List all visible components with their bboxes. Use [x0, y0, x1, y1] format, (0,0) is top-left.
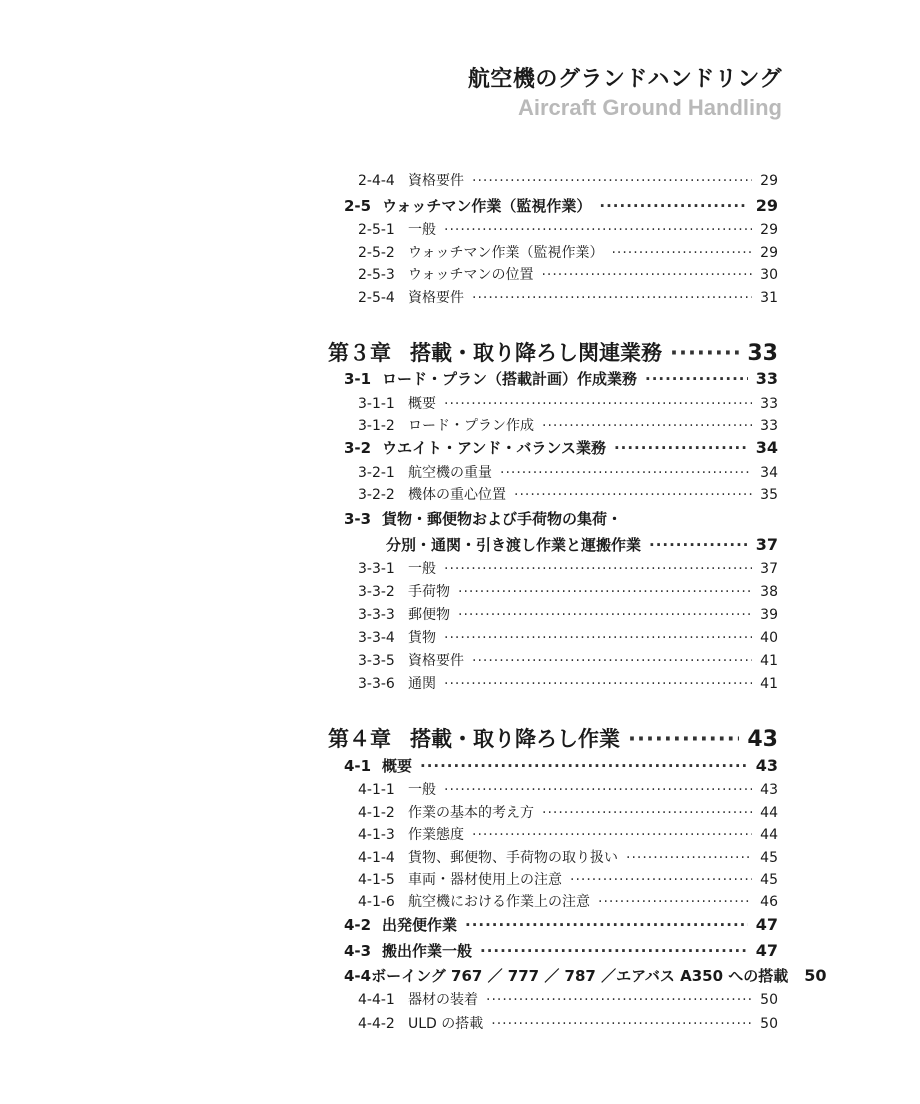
- toc-section-entry[interactable]: [344, 437, 778, 458]
- toc-entry-number: 2-5-4: [358, 290, 395, 306]
- toc-section-entry[interactable]: [344, 914, 778, 935]
- toc-entry-page-number: 37: [760, 561, 778, 577]
- dot-leader: [649, 536, 748, 554]
- toc-chapter-entry[interactable]: [328, 337, 778, 367]
- dot-leader: [472, 827, 752, 843]
- toc-entry-number: 4-1-1: [358, 782, 395, 798]
- toc-entry-title: ウォッチマンの位置: [408, 267, 534, 283]
- toc-entry-title: 一般: [408, 782, 436, 798]
- toc-entry-page-number: 50: [804, 966, 827, 985]
- toc-entry-page-number: 31: [760, 290, 778, 306]
- toc-section-entry[interactable]: [344, 508, 778, 529]
- toc-entry-title: 通関: [408, 676, 436, 692]
- toc-entry-title: 手荷物: [408, 584, 450, 600]
- dot-leader: [420, 757, 748, 775]
- toc-entry-number: 3-3-2: [358, 584, 395, 600]
- toc-entry-title: 郵便物: [408, 607, 450, 623]
- toc-entry-number: 3-2: [344, 439, 372, 457]
- toc-entry-page-number: 50: [760, 992, 778, 1008]
- dot-leader: [444, 676, 752, 692]
- toc-entry-page-number: 34: [755, 438, 778, 457]
- toc-entry-page-number: 33: [755, 369, 778, 388]
- toc-entry-title: 出発便作業: [382, 916, 458, 934]
- toc-entry-page-number: 46: [760, 894, 778, 910]
- toc-subsection-entry[interactable]: [358, 604, 778, 624]
- toc-entry-number: 4-3: [344, 942, 372, 960]
- toc-entry-number: 3-3-1: [358, 561, 395, 577]
- toc-entry-number: 3-3: [344, 510, 372, 528]
- toc-subsection-entry[interactable]: [358, 824, 778, 844]
- toc-entry-title: 搬出作業一般: [382, 942, 473, 960]
- toc-entry-number: 3-1-1: [358, 396, 395, 412]
- toc-subsection-entry[interactable]: [358, 558, 778, 578]
- toc-section-entry-continuation[interactable]: [386, 534, 778, 555]
- dot-leader: [486, 992, 752, 1008]
- toc-entry-title: ULD の搭載: [408, 1016, 484, 1032]
- toc-subsection-entry[interactable]: [358, 627, 778, 647]
- toc-entry-title: ロード・プラン（搭載計画）作成業務: [382, 370, 638, 388]
- dot-leader: [611, 245, 752, 261]
- toc-entry-number: 4-1: [344, 757, 372, 775]
- toc-subsection-entry[interactable]: [358, 219, 778, 239]
- toc-entry-title: 一般: [408, 561, 436, 577]
- toc-entry-number: 3-3-6: [358, 676, 395, 692]
- dot-leader: [444, 561, 752, 577]
- toc-entry-page-number: 38: [760, 584, 778, 600]
- toc-entry-title: 搭載・取り降ろし関連業務: [410, 341, 662, 365]
- dot-leader: [670, 341, 739, 365]
- toc-subsection-entry[interactable]: [358, 170, 778, 190]
- toc-entry-title: 航空機における作業上の注意: [408, 894, 590, 910]
- toc-chapter-entry[interactable]: [328, 723, 778, 753]
- toc-entry-title: 貨物、郵便物、手荷物の取り扱い: [408, 850, 618, 866]
- toc-subsection-entry[interactable]: [358, 650, 778, 670]
- toc-entry-page-number: 35: [760, 487, 778, 503]
- toc-entry-number: 2-5-3: [358, 267, 395, 283]
- dot-leader: [628, 727, 739, 751]
- toc-entry-title: 概要: [382, 757, 413, 775]
- dot-leader: [444, 782, 752, 798]
- dot-leader: [514, 487, 752, 503]
- toc-entry-number: 3-2-2: [358, 487, 395, 503]
- dot-leader: [570, 872, 752, 888]
- toc-entry-number: 3-3-5: [358, 653, 395, 669]
- toc-subsection-entry[interactable]: [358, 393, 778, 413]
- dot-leader: [598, 894, 752, 910]
- toc-entry-page-number: 41: [760, 676, 778, 692]
- toc-entry-page-number: 45: [760, 872, 778, 888]
- toc-entry-page-number: 43: [747, 727, 778, 752]
- toc-entry-number: 4-1-3: [358, 827, 395, 843]
- dot-leader: [458, 584, 752, 600]
- toc-entry-page-number: 47: [755, 915, 778, 934]
- toc-entry-title: 一般: [408, 222, 436, 238]
- toc-entry-title: 器材の装着: [408, 992, 478, 1008]
- toc-entry-number: 4-4-1: [358, 992, 395, 1008]
- toc-entry-page-number: 30: [760, 267, 778, 283]
- toc-entry-title: 機体の重心位置: [408, 487, 506, 503]
- toc-entry-title: 車両・器材使用上の注意: [408, 872, 562, 888]
- dot-leader: [458, 607, 752, 623]
- toc-entry-number: 3-2-1: [358, 465, 395, 481]
- toc-entry-number: 4-2: [344, 916, 372, 934]
- toc-section-entry[interactable]: [344, 195, 778, 216]
- toc-entry-page-number: 50: [760, 1016, 778, 1032]
- toc-entry-number: 4-1-6: [358, 894, 395, 910]
- toc-entry-title: 資格要件: [408, 653, 464, 669]
- toc-subsection-entry[interactable]: [358, 287, 778, 307]
- toc-subsection-entry[interactable]: [358, 462, 778, 482]
- toc-section-entry[interactable]: [344, 940, 778, 961]
- toc-entry-page-number: 47: [755, 941, 778, 960]
- dot-leader: [500, 465, 752, 481]
- toc-entry-number: 第４章: [328, 727, 391, 751]
- toc-entry-number: 4-4: [344, 967, 372, 985]
- toc-entry-page-number: 33: [760, 418, 778, 434]
- book-title-english: Aircraft Ground Handling: [518, 95, 782, 120]
- toc-entry-number: 4-4-2: [358, 1016, 395, 1032]
- toc-subsection-entry[interactable]: [358, 484, 778, 504]
- toc-entry-page-number: 29: [760, 222, 778, 238]
- dot-leader: [444, 630, 752, 646]
- toc-entry-number: 2-5-2: [358, 245, 395, 261]
- toc-entry-page-number: 34: [760, 465, 778, 481]
- toc-entry-title: 資格要件: [408, 290, 464, 306]
- toc-subsection-entry[interactable]: [358, 673, 778, 693]
- dot-leader: [444, 222, 752, 238]
- dot-leader: [472, 653, 752, 669]
- dot-leader: [541, 267, 752, 283]
- toc-entry-page-number: 37: [755, 535, 778, 554]
- dot-leader: [599, 197, 747, 215]
- toc-entry-number: 3-3-4: [358, 630, 395, 646]
- toc-entry-title: ボーイング 767 ／ 777 ／ 787 ／エアバス A350 への搭載: [371, 967, 789, 985]
- toc-entry-title: 貨物・郵便物および手荷物の集荷・: [382, 510, 623, 528]
- toc-entry-title: ウォッチマン作業（監視作業）: [382, 197, 592, 215]
- toc-entry-page-number: 43: [755, 756, 778, 775]
- toc-subsection-entry[interactable]: [358, 581, 778, 601]
- dot-leader: [614, 439, 748, 457]
- toc-entry-title: ウォッチマン作業（監視作業）: [408, 245, 604, 261]
- toc-section-entry[interactable]: [344, 755, 778, 776]
- toc-entry-title: ロード・プラン作成: [408, 418, 534, 434]
- toc-section-entry[interactable]: [344, 965, 827, 986]
- toc-entry-page-number: 39: [760, 607, 778, 623]
- dot-leader: [626, 850, 752, 866]
- toc-entry-title: 作業態度: [408, 827, 464, 843]
- dot-leader: [542, 418, 752, 434]
- dot-leader: [444, 396, 752, 412]
- toc-entry-number: 2-5: [344, 197, 372, 215]
- toc-entry-number: 2-5-1: [358, 222, 395, 238]
- toc-entry-page-number: 40: [760, 630, 778, 646]
- toc-entry-number: 2-4-4: [358, 173, 395, 189]
- toc-subsection-entry[interactable]: [358, 415, 778, 435]
- toc-entry-page-number: 43: [760, 782, 778, 798]
- toc-section-entry[interactable]: [344, 368, 778, 389]
- toc-entry-number: 3-1-2: [358, 418, 395, 434]
- toc-entry-title: 搭載・取り降ろし作業: [410, 727, 620, 751]
- toc-subsection-entry[interactable]: [358, 869, 778, 889]
- toc-entry-title: 概要: [408, 396, 436, 412]
- toc-entry-page-number: 44: [760, 805, 778, 821]
- toc-entry-page-number: 29: [760, 245, 778, 261]
- toc-entry-number: 3-1: [344, 370, 372, 388]
- toc-entry-title-continuation: 分別・通関・引き渡し作業と運搬作業: [386, 536, 642, 554]
- toc-subsection-entry[interactable]: [358, 1013, 778, 1033]
- dot-leader: [465, 916, 748, 934]
- dot-leader: [542, 805, 752, 821]
- toc-entry-number: 第３章: [328, 341, 391, 365]
- toc-entry-page-number: 45: [760, 850, 778, 866]
- dot-leader: [645, 370, 748, 388]
- toc-subsection-entry[interactable]: [358, 989, 778, 1009]
- toc-entry-page-number: 33: [747, 341, 778, 366]
- toc-entry-page-number: 44: [760, 827, 778, 843]
- toc-entry-number: 4-1-4: [358, 850, 395, 866]
- toc-entry-title: 貨物: [408, 630, 436, 646]
- toc-entry-number: 4-1-2: [358, 805, 395, 821]
- toc-entry-title: ウエイト・アンド・バランス業務: [382, 439, 606, 457]
- toc-subsection-entry[interactable]: [358, 264, 778, 284]
- toc-subsection-entry[interactable]: [358, 891, 778, 911]
- toc-subsection-entry[interactable]: [358, 802, 778, 822]
- toc-entry-title: 航空機の重量: [408, 465, 492, 481]
- toc-subsection-entry[interactable]: [358, 242, 778, 262]
- toc-entry-page-number: 33: [760, 396, 778, 412]
- dot-leader: [472, 290, 752, 306]
- toc-entry-title: 資格要件: [408, 173, 464, 189]
- toc-entry-number: 4-1-5: [358, 872, 395, 888]
- toc-entry-page-number: 29: [755, 196, 778, 215]
- toc-entry-title: 作業の基本的考え方: [408, 805, 534, 821]
- book-title-japanese: 航空機のグランドハンドリング: [467, 67, 782, 92]
- dot-leader: [491, 1016, 752, 1032]
- toc-entry-number: 3-3-3: [358, 607, 395, 623]
- dot-leader: [472, 173, 752, 189]
- toc-subsection-entry[interactable]: [358, 779, 778, 799]
- toc-subsection-entry[interactable]: [358, 847, 778, 867]
- toc-entry-page-number: 41: [760, 653, 778, 669]
- dot-leader: [480, 942, 748, 960]
- toc-entry-page-number: 29: [760, 173, 778, 189]
